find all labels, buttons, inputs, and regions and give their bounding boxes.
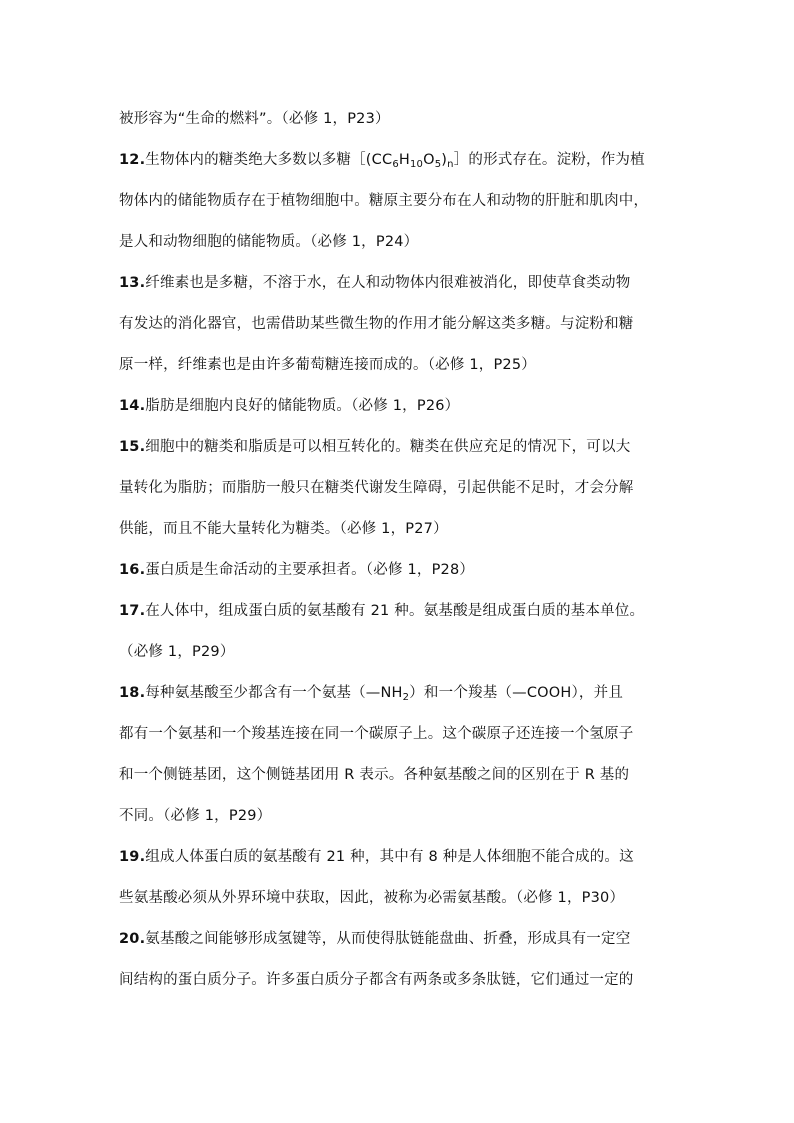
text-span: ）和一个羧基（—COOH），并且 [409,685,624,701]
text-span: C [381,152,393,168]
subscript: 10 [409,159,424,170]
text-line: 有发达的消化器官，也需借助某些微生物的作用才能分解这类多糖。与淀粉和糖 [119,316,634,332]
text-span: O [423,152,435,168]
text-line: 不同。（必修 1，P29） [119,808,272,824]
text-line: 和一个侧链基团，这个侧链基团用 R 表示。各种氨基酸之间的区别在于 R 基的 [119,767,630,783]
text-span: 脂肪是细胞内良好的储能物质。（必修 1，P26） [145,398,460,414]
paragraph-12-line-1 [119,150,645,170]
text-span: 生物体内的糖类绝大多数以多糖［(C [145,152,382,168]
subscript: n [447,159,454,170]
item-number: 12. [119,152,146,168]
paragraph-18-line-1 [119,683,623,703]
subscript: 5 [434,159,442,170]
item-number: 13. [119,275,146,291]
text-line: 供能，而且不能大量转化为糖类。（必修 1，P27） [119,521,448,537]
item-number: 14. [119,398,146,414]
text-span: 氨基酸之间能够形成氢键等，从而使得肽链能盘曲、折叠，形成具有一定空 [145,931,631,947]
text-line: 些氨基酸必须从外界环境中获取，因此，被称为必需氨基酸。（必修 1，P30） [119,890,625,906]
paragraph-15-line-1 [119,437,630,457]
text-span: 每种氨基酸至少都含有一个氨基（—NH [145,685,403,701]
text-span: 纤维素也是多糖，不溶于水，在人和动物体内很难被消化，即使草食类动物 [145,275,631,291]
text-span: ) [441,152,448,168]
text-line: 被形容为“生命的燃料”。（必修 1，P23） [119,111,390,127]
text-line: 物体内的储能物质存在于植物细胞中。糖原主要分布在人和动物的肝脏和肌肉中， [119,193,649,209]
text-line: 是人和动物细胞的储能物质。（必修 1，P24） [119,234,419,250]
paragraph-14 [119,396,459,416]
text-line: 都有一个氨基和一个羧基连接在同一个碳原子上。这个碳原子还连接一个氢原子 [119,726,634,742]
text-span: 蛋白质是生命活动的主要承担者。（必修 1，P28） [145,562,475,578]
text-span: H [398,152,410,168]
text-line: （必修 1，P29） [119,644,235,660]
text-line: 原一样，纤维素也是由许多葡萄糖连接而成的。（必修 1，P25） [119,357,536,373]
item-number: 15. [119,439,146,455]
subscript: 6 [392,159,399,170]
item-number: 18. [119,685,146,701]
text-line: 量转化为脂肪；而脂肪一般只在糖类代谢发生障碍，引起供能不足时，才会分解 [119,480,634,496]
paragraph-16 [119,560,474,580]
text-span: 组成人体蛋白质的氨基酸有 21 种，其中有 8 种是人体细胞不能合成的。这 [145,849,634,865]
item-number: 17. [119,603,146,619]
subscript: 2 [402,692,410,703]
item-number: 19. [119,849,146,865]
item-number: 16. [119,562,146,578]
text-span: 细胞中的糖类和脂质是可以相互转化的。糖类在供应充足的情况下，可以大 [145,439,631,455]
paragraph-19-line-1 [119,847,634,867]
text-line: 间结构的蛋白质分子。许多蛋白质分子都含有两条或多条肽链，它们通过一定的 [119,972,634,988]
paragraph-13-line-1 [119,273,630,293]
text-span: 在人体中，组成蛋白质的氨基酸有 21 种。氨基酸是组成蛋白质的基本单位。 [145,603,645,619]
paragraph-17-line-1 [119,601,644,621]
paragraph-20-line-1 [119,929,630,949]
item-number: 20. [119,931,146,947]
text-span: ］的形式存在。淀粉，作为植 [453,152,645,168]
